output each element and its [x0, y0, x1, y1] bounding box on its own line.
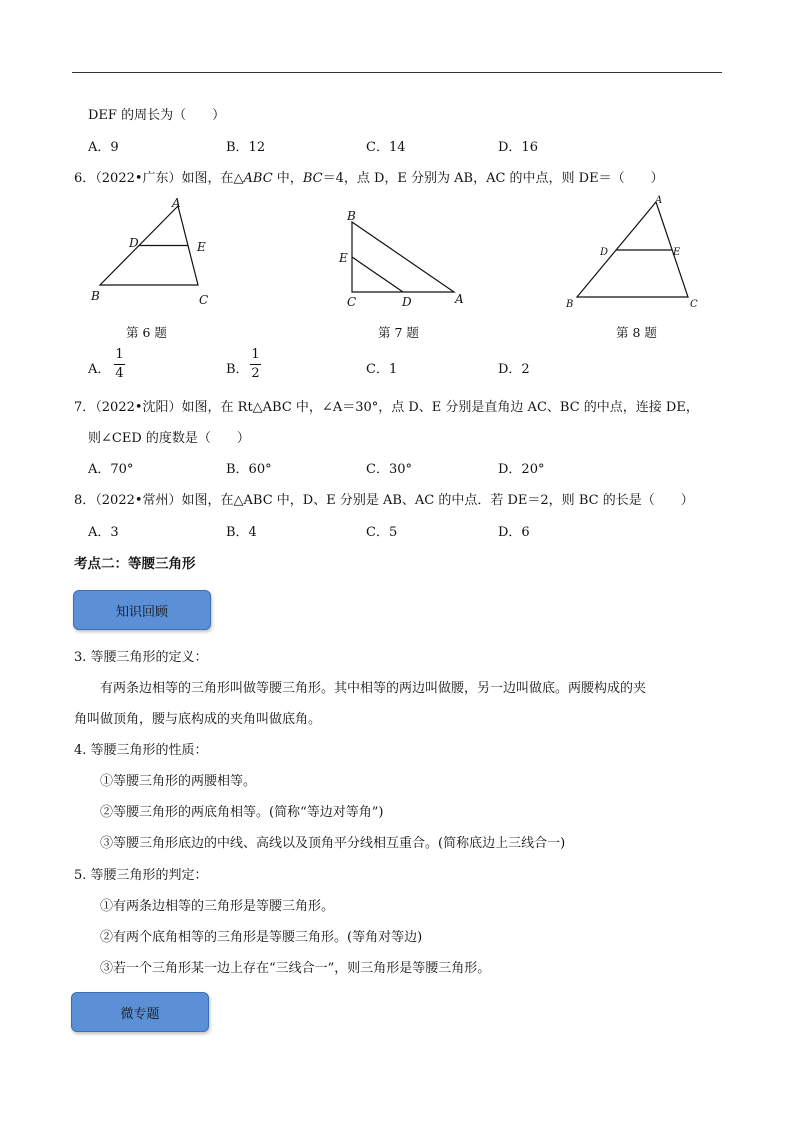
fig6-label-d: D: [129, 236, 139, 250]
q7-option-d: D．20°: [498, 462, 545, 477]
q6-option-b-numerator: 1: [251, 347, 260, 362]
fig8-label-c: C: [690, 299, 698, 310]
question-7-line1: 7．（2022•沈阳）如图，在 Rt△ABC 中，∠A＝30°，点 D、E 分别是直角边 AC、BC 的中点，连接 DE，: [74, 400, 699, 415]
q7-option-b: B．60°: [226, 462, 272, 477]
property-item: ①等腰三角形的两腰相等。: [100, 774, 257, 789]
fig8-label-b: B: [566, 299, 574, 310]
definition-title: 3. 等腰三角形的定义：: [74, 650, 208, 665]
fig8-label-a: A: [655, 195, 663, 206]
section-title: 考点二：等腰三角形: [74, 556, 196, 572]
question-5-continuation: DEF 的周长为（ ）: [88, 108, 226, 123]
fig7-segment-ed: [352, 257, 403, 292]
figure-7: [334, 200, 474, 310]
q8-option-b: B．4: [226, 525, 257, 540]
q5-option-a: A．9: [88, 140, 119, 155]
figure-6: [80, 190, 230, 315]
fig6-label-a: A: [172, 196, 181, 210]
figure-7-caption: 第 7 题: [378, 325, 419, 340]
knowledge-review-button[interactable]: 知识回顾: [73, 590, 211, 630]
fig6-label-b: B: [91, 289, 100, 303]
q6-option-c: C．1: [366, 362, 398, 377]
figure-6-caption: 第 6 题: [126, 325, 167, 340]
q5-option-d: D．16: [498, 140, 538, 155]
fig7-label-e: E: [339, 251, 348, 265]
fig8-label-e: E: [673, 247, 681, 258]
q8-option-d: D．6: [498, 525, 530, 540]
fig8-label-d: D: [600, 247, 609, 258]
q7-option-c: C．30°: [366, 462, 412, 477]
fig7-triangle: [352, 222, 454, 292]
fig6-label-e: E: [197, 240, 206, 254]
q6-option-a-numerator: 1: [115, 347, 124, 362]
q6-stem-rest: ＝4，点 D，E 分别为 AB，AC 的中点，则 DE＝（ ）: [322, 171, 664, 186]
q6-option-a-fraction: [114, 347, 125, 382]
properties-title: 4. 等腰三角形的性质：: [74, 743, 208, 758]
fraction-bar: [250, 364, 261, 365]
judgement-item: ③若一个三角形某一边上存在“三线合一”，则三角形是等腰三角形。: [100, 961, 491, 976]
figure-8: [560, 190, 710, 315]
q6-stem-prefix: 6．（2022•广东）如图，在△: [74, 171, 244, 186]
q6-stem-abc: ABC: [243, 171, 273, 186]
fig7-label-d: D: [402, 295, 412, 309]
q7-option-a: A．70°: [88, 462, 134, 477]
q8-option-c: C．5: [366, 525, 398, 540]
judgement-title: 5. 等腰三角形的判定：: [74, 868, 208, 883]
q6-option-b-label: B．: [226, 362, 249, 377]
fraction-bar: [114, 364, 125, 365]
q6-option-b-fraction: [250, 347, 261, 382]
q8-option-a: A．3: [88, 525, 119, 540]
header-rule: [72, 72, 722, 73]
q6-option-d: D．2: [498, 362, 530, 377]
micro-topic-button[interactable]: 微专题: [71, 992, 209, 1032]
q6-stem-mid: 中，: [272, 171, 303, 186]
definition-body-line1: 有两条边相等的三角形叫做等腰三角形。其中相等的两边叫做腰，另一边叫做底。两腰构成的夹: [100, 681, 647, 696]
question-6-stem: [74, 167, 664, 186]
q6-option-b-denominator: 2: [251, 366, 260, 381]
fig6-label-c: C: [199, 293, 209, 307]
q5-option-b: B．12: [226, 140, 266, 155]
fig7-label-b: B: [347, 209, 356, 223]
fig7-label-a: A: [455, 292, 464, 306]
definition-body-line2: 角叫做顶角，腰与底构成的夹角叫做底角。: [74, 712, 322, 727]
judgement-item: ②有两个底角相等的三角形是等腰三角形。(等角对等边): [100, 930, 423, 945]
question-8-stem: 8．（2022•常州）如图，在△ABC 中，D、E 分别是 AB、AC 的中点．若 DE＝2，则 BC 的长是（ ）: [74, 493, 694, 508]
property-item: ③等腰三角形底边的中线、高线以及顶角平分线相互重合。(简称底边上三线合一): [100, 836, 566, 851]
judgement-item: ①有两条边相等的三角形是等腰三角形。: [100, 899, 335, 914]
fig7-label-c: C: [347, 295, 357, 309]
figure-8-caption: 第 8 题: [616, 325, 657, 340]
property-item: ②等腰三角形的两底角相等。(简称“等边对等角”): [100, 805, 384, 820]
question-7-line2: 则∠CED 的度数是（ ）: [88, 431, 250, 446]
q6-option-a-label: A．: [88, 362, 111, 377]
q5-option-c: C．14: [366, 140, 406, 155]
q6-stem-bc: BC: [302, 171, 323, 186]
q6-option-a-denominator: 4: [115, 366, 124, 381]
